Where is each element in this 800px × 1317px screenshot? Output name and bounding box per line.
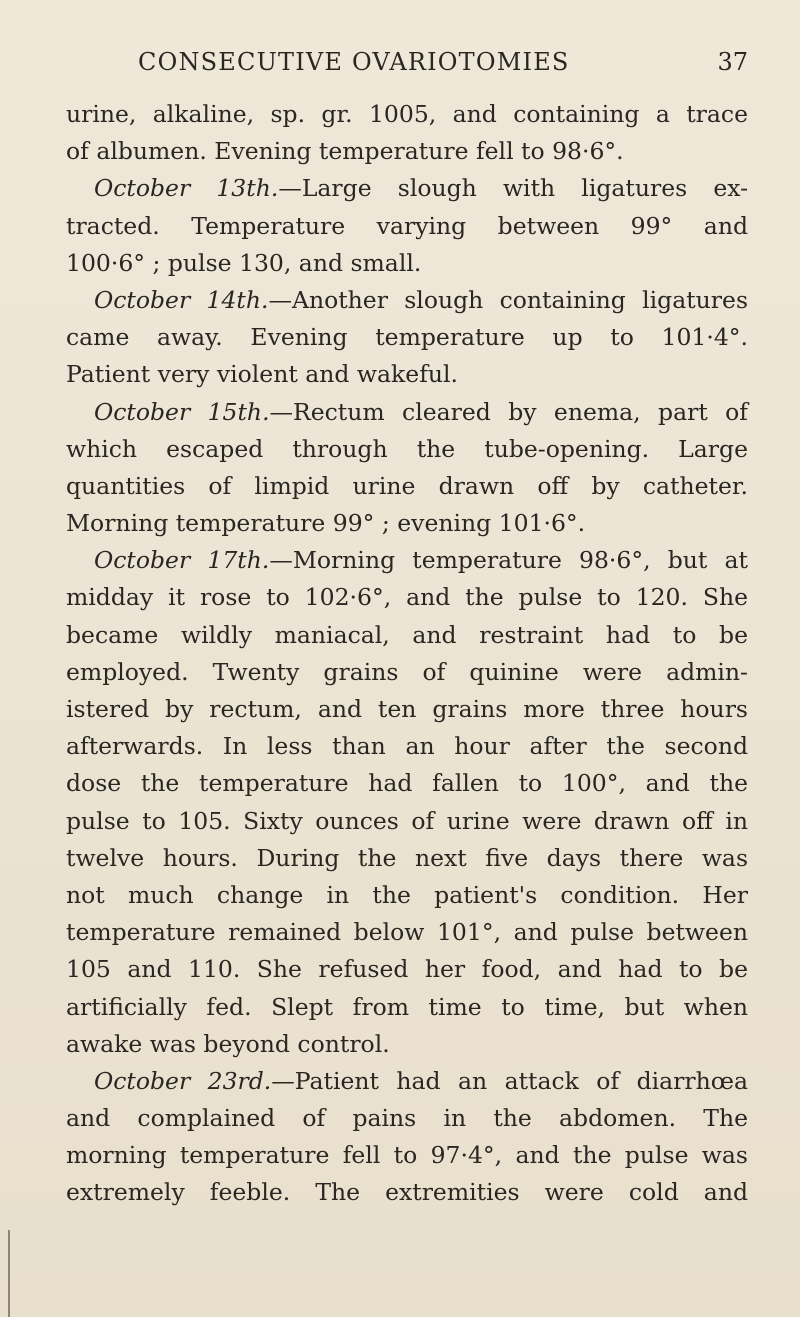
text-line xyxy=(66,1026,748,1063)
text-line xyxy=(66,282,748,319)
entry-date: October 14th. xyxy=(94,285,269,314)
text-line xyxy=(66,431,748,468)
line-text: twelve hours. During the next five days there was xyxy=(66,843,748,872)
text-line xyxy=(66,542,748,579)
line-text: Morning temperature 99° ; evening 101·6°. xyxy=(66,509,586,538)
line-text: —Large slough with ligatures ex- xyxy=(278,174,749,203)
binding-edge-mark xyxy=(8,1230,10,1317)
text-line xyxy=(66,394,748,431)
text-line xyxy=(66,877,748,914)
text-line xyxy=(66,208,748,245)
text-line xyxy=(66,1137,748,1174)
text-line xyxy=(66,1100,748,1137)
line-text: not much change in the patient's condition. Her xyxy=(66,880,748,909)
page-header xyxy=(138,48,748,88)
line-text: Patient very violent and wakeful. xyxy=(66,360,459,389)
text-line xyxy=(66,951,748,988)
text-line xyxy=(66,691,748,728)
entry-date: October 23rd. xyxy=(94,1066,272,1095)
line-text: midday it rose to 102·6°, and the pulse to 120. She xyxy=(66,583,748,612)
line-text: employed. Twenty grains of quinine were admin- xyxy=(66,657,748,686)
line-text: pulse to 105. Sixty ounces of urine were drawn off in xyxy=(66,806,748,835)
text-line xyxy=(66,840,748,877)
text-line xyxy=(66,914,748,951)
line-text: extremely feeble. The extremities were cold and xyxy=(66,1178,748,1207)
line-text: awake was beyond control. xyxy=(66,1029,390,1058)
text-line xyxy=(66,170,748,207)
line-text: —Morning temperature 98·6°, but at xyxy=(269,546,749,575)
text-line xyxy=(66,1174,748,1211)
body-text xyxy=(66,96,748,1212)
line-text: —Another slough containing ligatures xyxy=(268,285,749,314)
text-line xyxy=(66,989,748,1026)
line-text: came away. Evening temperature up to 101·4°. xyxy=(66,323,748,352)
line-text: morning temperature fell to 97·4°, and the pulse was xyxy=(66,1141,748,1170)
line-text: —Rectum cleared by enema, part of xyxy=(269,397,748,426)
line-text: of albumen. Evening temperature fell to 98·6°. xyxy=(66,137,624,166)
line-text: istered by rectum, and ten grains more three hours xyxy=(66,695,748,723)
text-line xyxy=(66,96,748,133)
line-text: dose the temperature had fallen to 100°, and the xyxy=(66,769,748,798)
text-line xyxy=(66,468,748,505)
page-number: 37 xyxy=(717,48,748,76)
text-line xyxy=(66,617,748,654)
text-line xyxy=(66,245,748,282)
line-text: urine, alkaline, sp. gr. 1005, and containing a trace xyxy=(66,100,748,128)
line-text: 100·6° ; pulse 130, and small. xyxy=(66,248,422,277)
text-line xyxy=(66,133,748,170)
line-text: 105 and 110. She refused her food, and had to be xyxy=(66,955,748,984)
text-line xyxy=(66,579,748,616)
running-title: CONSECUTIVE OVARIOTOMIES xyxy=(138,48,570,76)
line-text: afterwards. In less than an hour after the second xyxy=(66,732,748,761)
line-text: and complained of pains in the abdomen. The xyxy=(66,1104,748,1133)
line-text: artificially fed. Slept from time to time, but when xyxy=(66,992,748,1021)
line-text: temperature remained below 101°, and pulse between xyxy=(66,918,748,947)
text-line xyxy=(66,654,748,691)
entry-date: October 13th. xyxy=(94,174,279,203)
text-line xyxy=(66,765,748,802)
text-line xyxy=(66,803,748,840)
line-text: quantities of limpid urine drawn off by catheter. xyxy=(66,471,748,500)
line-text: —Patient had an attack of diarrhœa xyxy=(271,1066,748,1095)
text-line xyxy=(66,356,748,393)
text-line xyxy=(66,1063,748,1100)
text-line xyxy=(66,728,748,765)
text-line xyxy=(66,505,748,542)
text-line xyxy=(66,319,748,356)
line-text: tracted. Temperature varying between 99° and xyxy=(66,211,748,240)
entry-date: October 15th. xyxy=(94,397,270,426)
line-text: became wildly maniacal, and restraint had to be xyxy=(66,620,748,649)
line-text: which escaped through the tube-opening. Large xyxy=(66,434,748,463)
entry-date: October 17th. xyxy=(94,546,270,575)
